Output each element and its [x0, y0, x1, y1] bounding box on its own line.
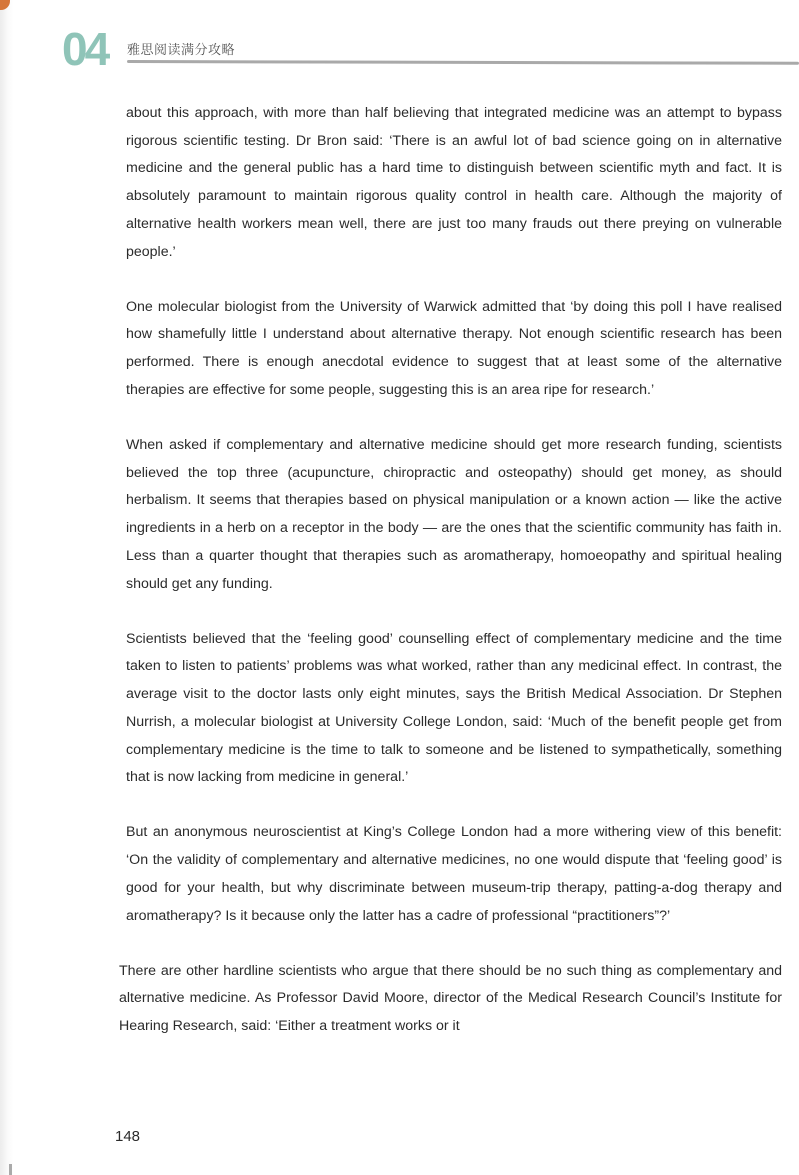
- running-header: [62, 22, 799, 75]
- header-divider: [127, 60, 799, 65]
- binding-mark: [9, 1164, 12, 1175]
- paragraph: Scientists believed that the ‘feeling good’ counselling effect of complementary medicine and the time taken to listen to patients’ problems was what worked, rather than any medicinal effect. In contrast, the average visit to the doctor lasts only eight minutes, says the British Medical Association. Dr Stephen Nurrish, a molecular biologist at University College London, said: ‘Much of the benefit people get from complementary medicine is the time to talk to someone and be listened to sympathetically, something that is now lacking from medicine in general.’: [126, 630, 782, 786]
- paragraph: When asked if complementary and alternative medicine should get more research funding, scientists believed the top three (acupuncture, chiropractic and osteopathy) should get money, as should herbalism. It seems that therapies based on physical manipulation or a known action — like the active ingredients in a herb on a receptor in the body — are the ones that the scientific community has faith in. Less than a quarter thought that therapies such as aromatherapy, homoeopathy and spiritual healing should get any funding.: [126, 437, 782, 592]
- paragraph: There are other hardline scientists who argue that there should be no such thing as complementary and alternative medicine. As Professor David Moore, director of the Medical Research Council’s Institute for Hearing Research, said: ‘Either a treatment works or it: [119, 962, 782, 1035]
- chapter-number: 04: [62, 23, 108, 75]
- body-text: [119, 100, 782, 1068]
- paragraph: about this approach, with more than half believing that integrated medicine was an attempt to bypass rigorous scientific testing. Dr Bron said: ‘There is an awful lot of bad science going on in alternative medicine and the general public has a hard time to distinguish between scientific myth and fact. It is absolutely paramount to maintain rigorous quality control in health care. Although the majority of alternative health workers mean well, there are just too many frauds out there preying on vulnerable people.’: [126, 105, 782, 260]
- book-title: 雅思阅读满分攻略: [127, 43, 236, 58]
- page-binding-edge: [0, 0, 14, 1175]
- page-number: 148: [115, 1128, 141, 1145]
- paragraph: One molecular biologist from the University of Warwick admitted that ‘by doing this poll I have realised how shamefully little I understand about alternative therapy. Not enough scientific research has been performed. There is enough anecdotal evidence to suggest that at least some of the alternative therapies are effective for some people, suggesting this is an area ripe for research.’: [126, 298, 782, 398]
- paragraph: But an anonymous neuroscientist at King’s College London had a more withering view of this benefit: ‘On the validity of complementary and alternative medicines, no one would dispute that ‘feeling good’ is good for your health, but why discriminate between museum-trip therapy, patting-a-dog therapy and aromatherapy? Is it because only the latter has a cadre of professional “practitioners”?’: [126, 824, 782, 924]
